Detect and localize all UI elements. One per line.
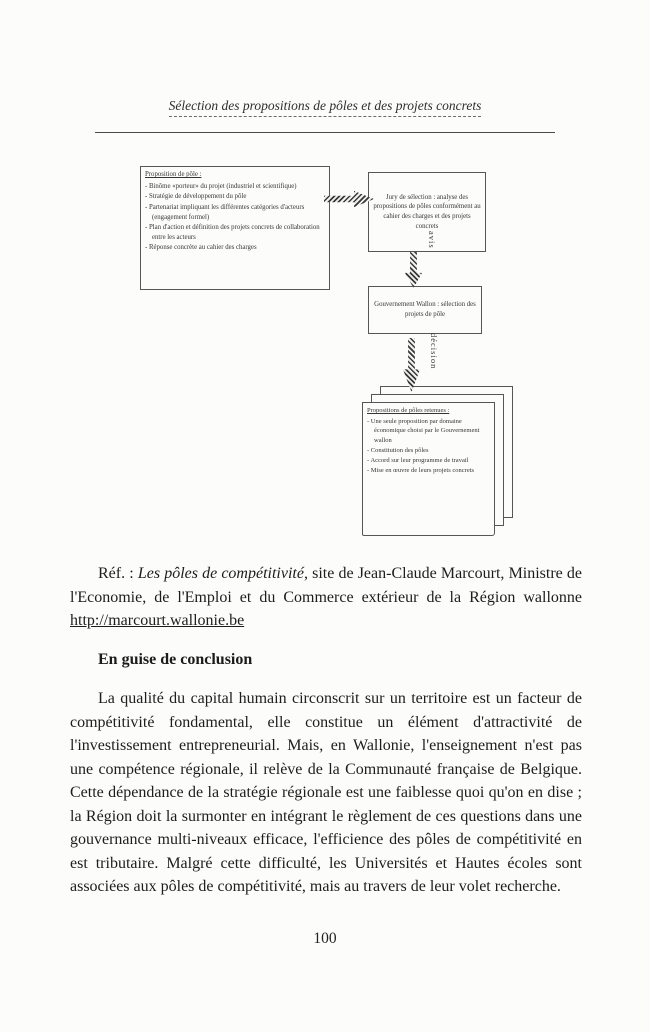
page-number: 100 xyxy=(313,930,337,947)
list-item: - Constitution des pôles xyxy=(367,446,490,455)
list-item: - Binôme «porteur» du projet (industriel et scientifique) xyxy=(145,182,325,192)
running-header-title: Sélection des propositions de pôles et des projets concrets xyxy=(169,98,482,117)
list-item: - Mise en œuvre de leurs projets concrets xyxy=(367,466,490,475)
arrow-down-icon xyxy=(404,252,423,288)
list-item: - Accord sur leur programme de travail xyxy=(367,456,490,465)
gouvernement-box-text: Gouvernement Wallon : sélection des projets de pôle xyxy=(374,301,476,318)
list-item: - Réponse concrète au cahier des charges xyxy=(145,243,325,253)
arrow-down-icon xyxy=(402,338,421,392)
proposition-box xyxy=(140,166,330,290)
reference-book-title: Les pôles de compétitivité xyxy=(137,565,304,582)
reference-link[interactable]: http://marcourt.wallonie.be xyxy=(70,612,245,629)
list-item: - Partenariat impliquant les différentes catégories d'acteurs (engagement formel) xyxy=(145,203,325,222)
arrow-right-icon xyxy=(324,190,374,208)
retenues-box-list xyxy=(367,417,490,475)
page-header xyxy=(0,97,650,115)
list-item: - Plan d'action et définition des projets concrets de collaboration entre les acteurs xyxy=(145,223,325,242)
list-item: - Une seule proposition par domaine économique choisi par le Gouvernement wallon xyxy=(367,417,490,445)
decision-label: décision xyxy=(429,333,439,370)
reference-prefix: Réf. : xyxy=(98,565,138,582)
section-heading: En guise de conclusion xyxy=(98,651,253,668)
conclusion-paragraph: La qualité du capital humain circonscrit sur un territoire est un facteur de compétitivité fondamental, elle constitue un élément d'attractivité de l'investissement entrepreneurial. Mais, en Wallonie, l'enseignement n'est pas une compétence régionale, il relève de la Communauté française de Belgique. Cette dépendance de la stratégie régionale est une faiblesse quoi qu'on en dise ; la Région doit la surmonter en intégrant le règlement de ces questions dans une gouvernance multi-niveaux efficace, l'efficience des pôles de compétitivité en est tributaire. Malgré cette difficulté, les Universités et Hautes écoles sont associées aux pôles de compétitivité, mais au travers de leur volet recherche. xyxy=(70,690,582,895)
proposition-box-list xyxy=(145,182,325,253)
avis-label: avis xyxy=(427,231,437,249)
retenues-box xyxy=(362,402,495,536)
proposition-box-title: Proposition de pôle : xyxy=(145,171,202,178)
gouvernement-box xyxy=(368,286,482,334)
retenues-box-title: Propositions de pôles retenues : xyxy=(367,407,450,414)
list-item: - Stratégie de développement du pôle xyxy=(145,192,325,202)
header-rule xyxy=(95,132,555,133)
reference-text: , site de Jean-Claude Marcourt, Ministre de l'Economie, de l'Emploi et du Commerce extérieur de la Région wallonne xyxy=(70,565,583,606)
jury-box-text: Jury de sélection : analyse des propositions de pôles conformément au cahier des charges et des projets concrets xyxy=(373,193,481,230)
reference-paragraph xyxy=(70,562,582,633)
